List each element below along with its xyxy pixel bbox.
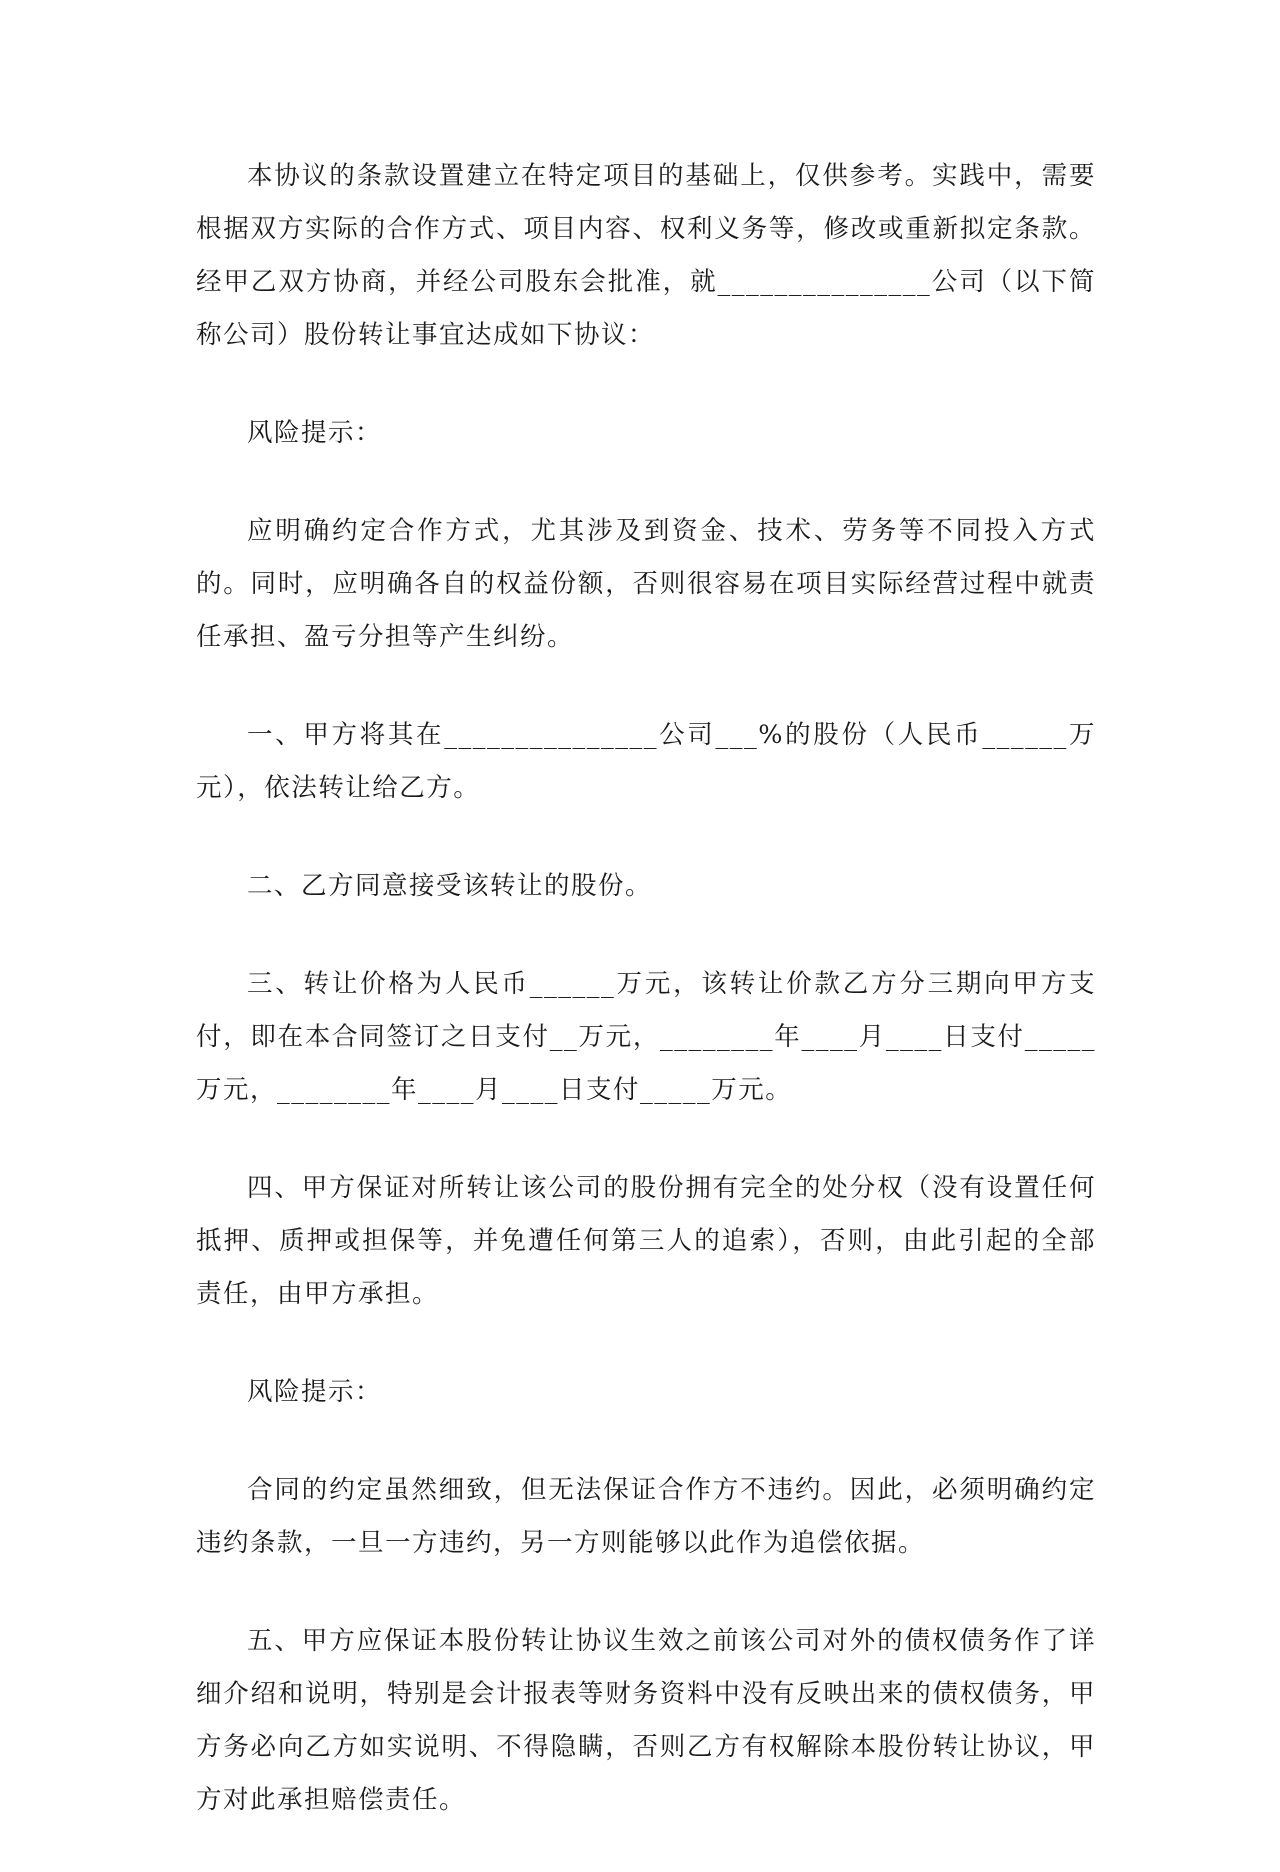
- risk-notice-heading-2: 风险提示：: [247, 1377, 383, 1407]
- clause-4: 四、甲方保证对所转让该公司的股份拥有完全的处分权（没有设置任何抵押、质押或担保等，并免遭任何第三人的追索），否则，由此引起的全部责任，由甲方承担。: [196, 1173, 1096, 1309]
- risk-notice-heading: 风险提示：: [247, 418, 383, 448]
- clause-3: 三、转让价格为人民币______万元，该转让价款乙方分三期向甲方支付，即在本合同签订之日支付__万元，________年____月____日支付_____万元，________年____月____日支付_____万元。: [196, 969, 1096, 1105]
- risk-notice-paragraph-2: 合同的约定虽然细致，但无法保证合作方不违约。因此，必须明确约定违约条款，一旦一方违约，另一方则能够以此作为追偿依据。: [196, 1475, 1096, 1558]
- risk-notice-paragraph: 应明确约定合作方式，尤其涉及到资金、技术、劳务等不同投入方式的。同时，应明确各自的权益份额，否则很容易在项目实际经营过程中就责任承担、盈亏分担等产生纠纷。: [196, 516, 1096, 652]
- clause-2: 二、乙方同意接受该转让的股份。: [247, 871, 653, 901]
- clause-5: 五、甲方应保证本股份转让协议生效之前该公司对外的债权债务作了详细介绍和说明，特别是会计报表等财务资料中没有反映出来的债权债务，甲方务必向乙方如实说明、不得隐瞒，否则乙方有权解除本股份转让协议，甲方对此承担赔偿责任。: [196, 1626, 1096, 1815]
- clause-1: 一、甲方将其在_______________公司___%的股份（人民币______万元），依法转让给乙方。: [196, 720, 1096, 803]
- document-page: [196, 150, 1096, 1872]
- intro-paragraph: 本协议的条款设置建立在特定项目的基础上，仅供参考。实践中，需要根据双方实际的合作方式、项目内容、权利义务等，修改或重新拟定条款。 经甲乙双方协商，并经公司股东会批准，就_______________公司（以下简称公司）股份转让事宜达成如下协议：: [196, 161, 1096, 350]
